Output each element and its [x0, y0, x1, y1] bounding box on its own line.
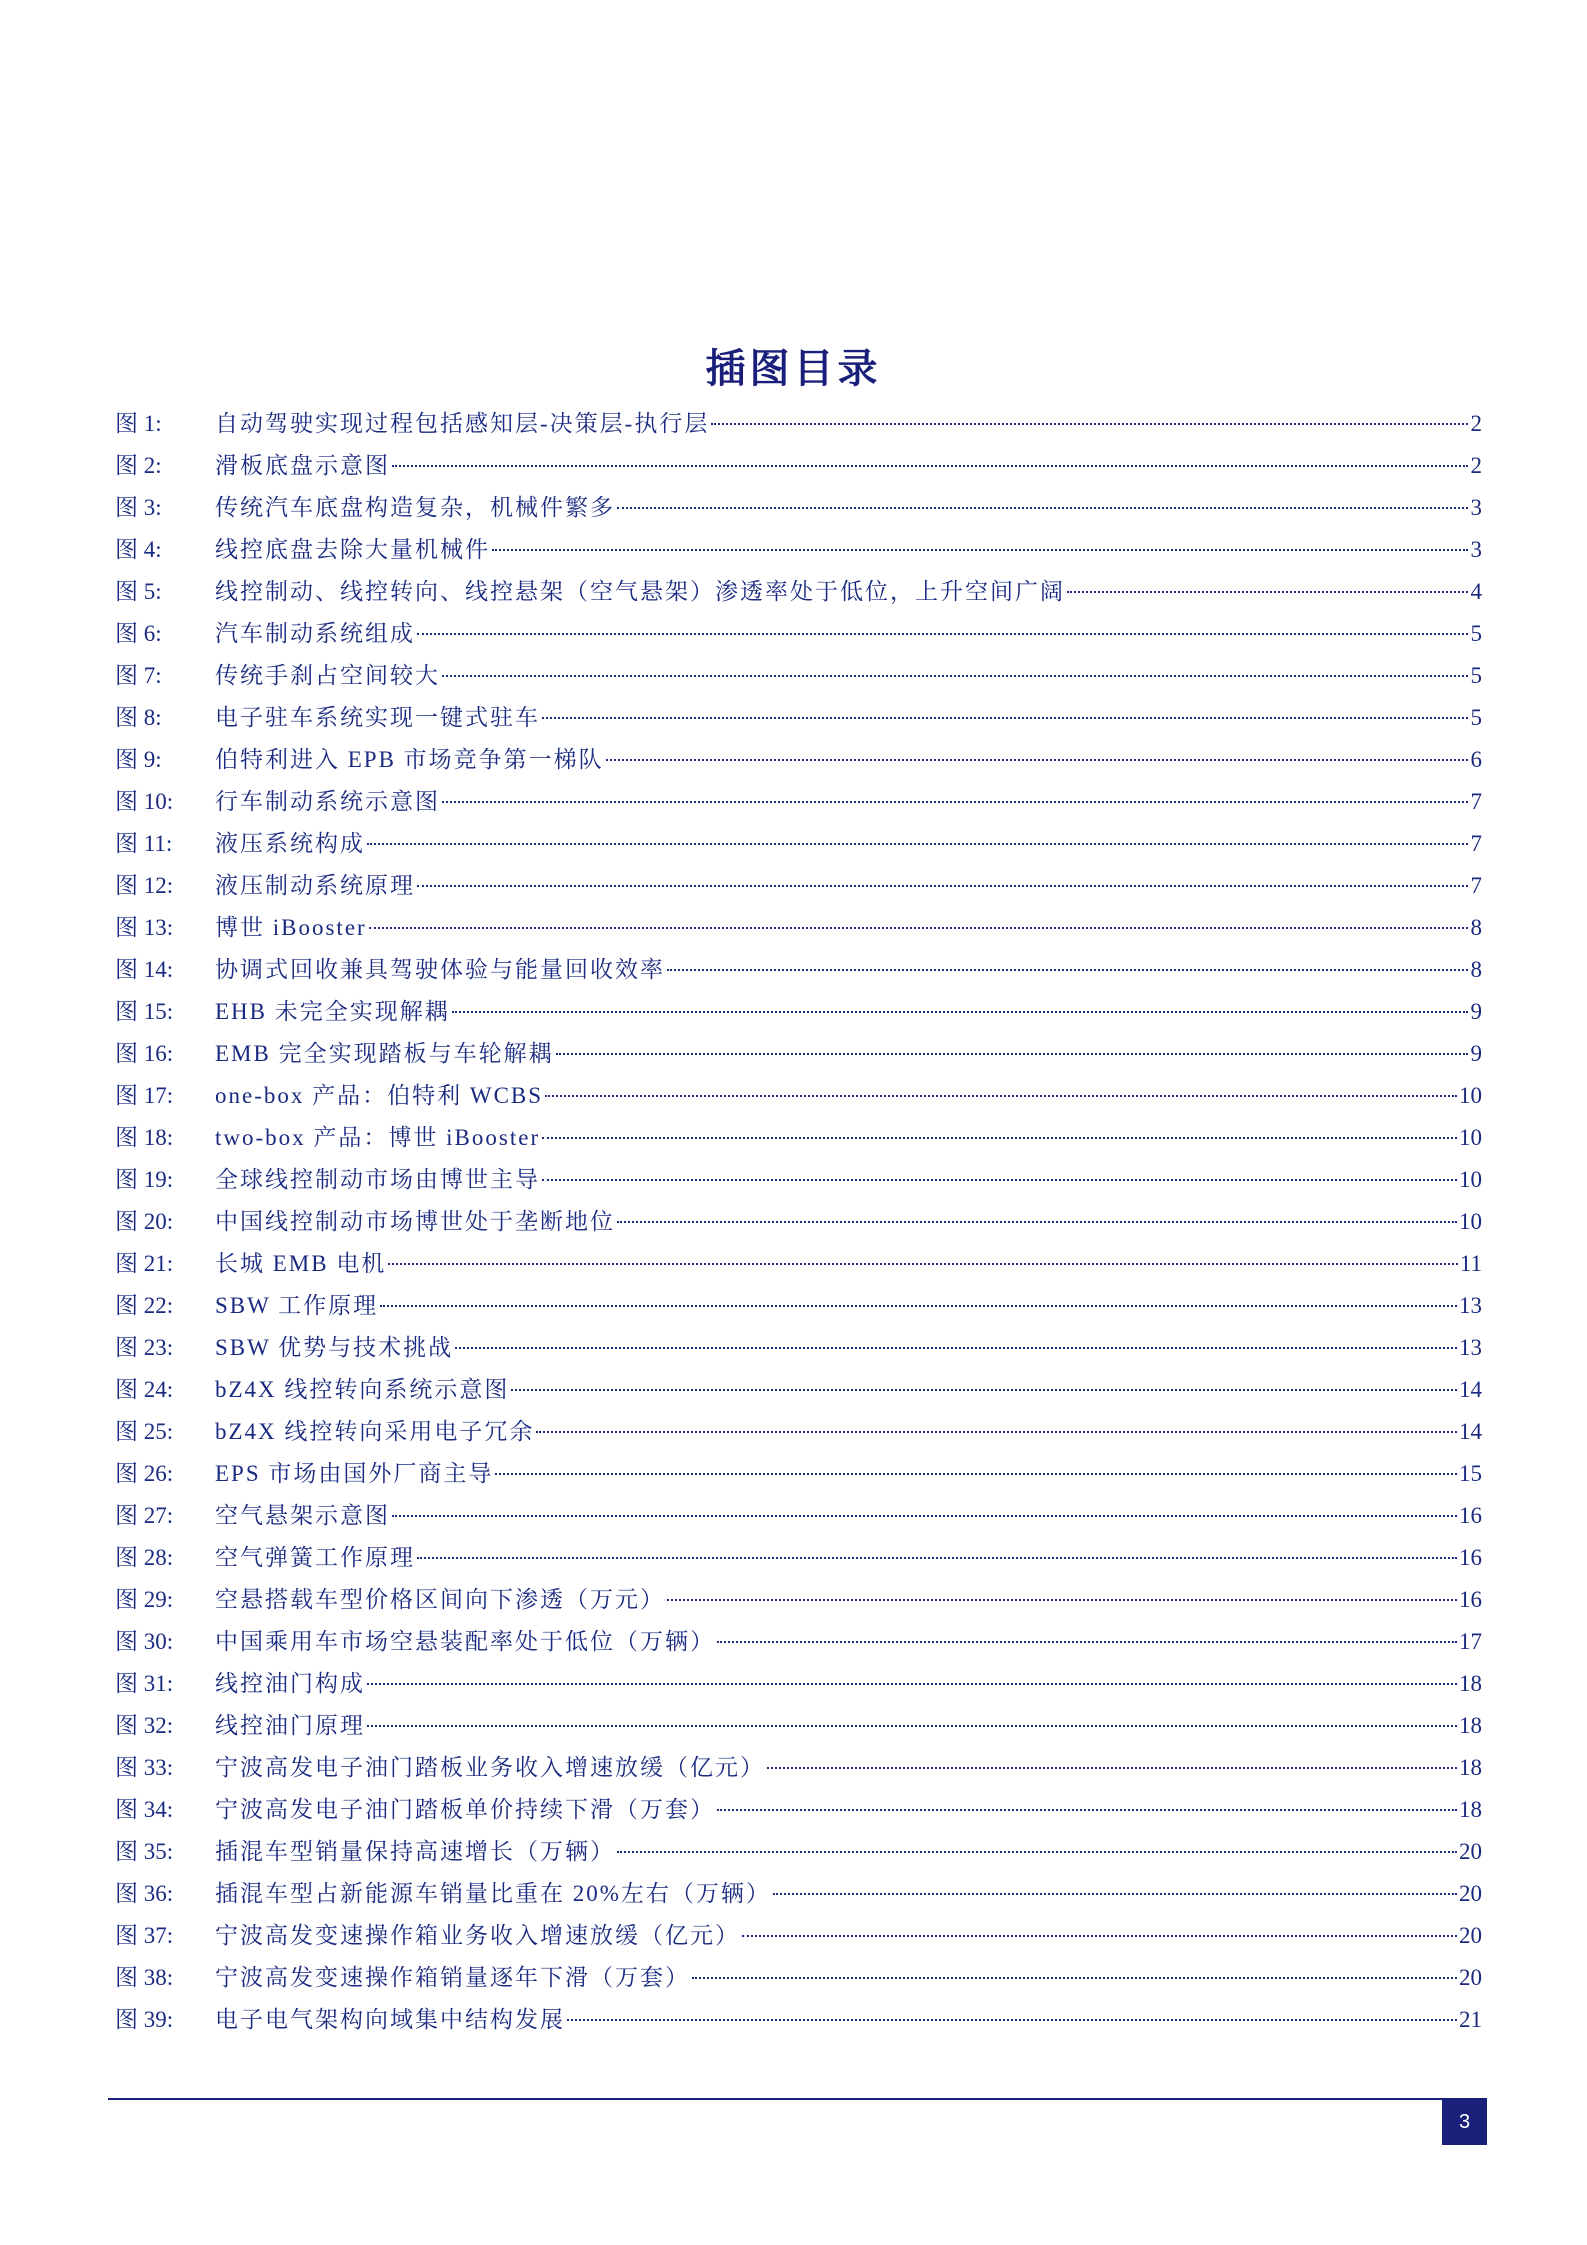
toc-entry[interactable]	[115, 1243, 1482, 1285]
toc-entry-label: 图 38:	[115, 1965, 174, 1990]
page-number-badge: 3	[1442, 2100, 1487, 2145]
toc-entry-label: 图 12:	[115, 873, 174, 898]
toc-entry-title: 宁波高发电子油门踏板业务收入增速放缓（亿元）	[215, 1755, 765, 1780]
toc-entry-page: 20	[1459, 1965, 1482, 1990]
toc-entry-label: 图 15:	[115, 999, 174, 1024]
toc-entry-page: 7	[1470, 789, 1482, 814]
toc-entry[interactable]	[115, 781, 1482, 823]
toc-dot-leader	[452, 1009, 1468, 1013]
toc-dot-leader	[417, 1555, 1457, 1559]
toc-dot-leader	[388, 1261, 1458, 1265]
toc-entry[interactable]	[115, 613, 1482, 655]
toc-entry[interactable]	[115, 655, 1482, 697]
toc-entry-title: 自动驾驶实现过程包括感知层-决策层-执行层	[215, 411, 710, 436]
toc-entry-label: 图 8:	[115, 705, 162, 730]
toc-dot-leader	[542, 715, 1468, 719]
toc-entry-title: 空气悬架示意图	[215, 1503, 390, 1528]
toc-entry-title: 博世 iBooster	[215, 915, 367, 940]
toc-entry-page: 10	[1459, 1167, 1482, 1192]
toc-dot-leader	[511, 1387, 1457, 1391]
toc-entry[interactable]	[115, 1621, 1482, 1663]
toc-dot-leader	[417, 883, 1468, 887]
toc-dot-leader	[392, 1513, 1457, 1517]
toc-entry[interactable]	[115, 865, 1482, 907]
toc-entry-label: 图 18:	[115, 1125, 174, 1150]
toc-entry[interactable]	[115, 1033, 1482, 1075]
toc-entry-label: 图 21:	[115, 1251, 174, 1276]
toc-entry-page: 9	[1470, 999, 1482, 1024]
toc-entry-page: 5	[1470, 621, 1482, 646]
toc-entry-page: 20	[1459, 1839, 1482, 1864]
toc-entry[interactable]	[115, 1411, 1482, 1453]
toc-entry-label: 图 36:	[115, 1881, 174, 1906]
toc-dot-leader	[380, 1303, 1457, 1307]
toc-dot-leader	[536, 1429, 1457, 1433]
toc-dot-leader	[455, 1345, 1457, 1349]
toc-entry[interactable]	[115, 1999, 1482, 2041]
toc-entry-label: 图 32:	[115, 1713, 174, 1738]
toc-entry-title: 伯特利进入 EPB 市场竞争第一梯队	[215, 747, 604, 772]
toc-entry-page: 20	[1459, 1923, 1482, 1948]
toc-dot-leader	[542, 1177, 1457, 1181]
toc-entry-page: 8	[1470, 957, 1482, 982]
toc-entry-page: 21	[1459, 2007, 1482, 2032]
toc-dot-leader	[369, 925, 1468, 929]
toc-entry-label: 图 9:	[115, 747, 162, 772]
toc-entry-title: 行车制动系统示意图	[215, 789, 440, 814]
toc-entry-page: 3	[1470, 537, 1482, 562]
toc-dot-leader	[773, 1891, 1457, 1895]
toc-entry-label: 图 31:	[115, 1671, 174, 1696]
toc-entry-title: two-box 产品：博世 iBooster	[215, 1125, 541, 1150]
toc-entry-page: 2	[1470, 411, 1482, 436]
toc-entry-page: 10	[1459, 1209, 1482, 1234]
toc-entry-title: 协调式回收兼具驾驶体验与能量回收效率	[215, 957, 665, 982]
toc-entry-title: 中国线控制动市场博世处于垄断地位	[215, 1209, 615, 1234]
toc-entry-title: 线控油门原理	[215, 1713, 365, 1738]
toc-entry-label: 图 37:	[115, 1923, 174, 1948]
toc-entry-label: 图 39:	[115, 2007, 174, 2032]
toc-entry-label: 图 5:	[115, 579, 162, 604]
toc-entry-label: 图 3:	[115, 495, 162, 520]
toc-entry-label: 图 26:	[115, 1461, 174, 1486]
toc-entry-page: 18	[1459, 1713, 1482, 1738]
toc-entry[interactable]	[115, 991, 1482, 1033]
toc-dot-leader	[606, 757, 1468, 761]
toc-dot-leader	[1067, 589, 1468, 593]
toc-entry[interactable]	[115, 1495, 1482, 1537]
toc-entry-label: 图 29:	[115, 1587, 174, 1612]
toc-dot-leader	[617, 1849, 1457, 1853]
toc-entry-label: 图 13:	[115, 915, 174, 940]
toc-entry-page: 14	[1459, 1377, 1482, 1402]
toc-entry-title: EPS 市场由国外厂商主导	[215, 1461, 494, 1486]
toc-entry-page: 18	[1459, 1755, 1482, 1780]
toc-entry[interactable]	[115, 1789, 1482, 1831]
toc-entry-title: 空气弹簧工作原理	[215, 1545, 415, 1570]
toc-dot-leader	[367, 1723, 1457, 1727]
toc-entry[interactable]	[115, 487, 1482, 529]
toc-entry-title: 中国乘用车市场空悬装配率处于低位（万辆）	[215, 1629, 715, 1654]
toc-entry-page: 13	[1459, 1335, 1482, 1360]
toc-entry[interactable]	[115, 1201, 1482, 1243]
toc-dot-leader	[617, 505, 1468, 509]
toc-entry[interactable]	[115, 445, 1482, 487]
toc-entry-label: 图 22:	[115, 1293, 174, 1318]
toc-entry-label: 图 1:	[115, 411, 162, 436]
toc-entry-title: SBW 优势与技术挑战	[215, 1335, 454, 1360]
toc-entry-label: 图 6:	[115, 621, 162, 646]
toc-entry-page: 4	[1470, 579, 1482, 604]
toc-dot-leader	[367, 841, 1468, 845]
toc-entry-page: 17	[1459, 1629, 1482, 1654]
toc-dot-leader	[442, 673, 1468, 677]
toc-entry-title: 插混车型销量保持高速增长（万辆）	[215, 1839, 615, 1864]
toc-entry-page: 5	[1470, 663, 1482, 688]
toc-entry-title: 线控制动、线控转向、线控悬架（空气悬架）渗透率处于低位，上升空间广阔	[215, 579, 1065, 604]
toc-entry-title: EMB 完全实现踏板与车轮解耦	[215, 1041, 554, 1066]
toc-entry-page: 8	[1470, 915, 1482, 940]
toc-dot-leader	[692, 1975, 1457, 1979]
toc-dot-leader	[767, 1765, 1457, 1769]
toc-entry[interactable]	[115, 1453, 1482, 1495]
toc-entry-page: 7	[1470, 873, 1482, 898]
toc-entry[interactable]	[115, 1873, 1482, 1915]
toc-dot-leader	[542, 1135, 1457, 1139]
toc-dot-leader	[495, 1471, 1457, 1475]
toc-entry[interactable]	[115, 1831, 1482, 1873]
toc-dot-leader	[392, 463, 1468, 467]
toc-entry-page: 6	[1470, 747, 1482, 772]
toc-dot-leader	[617, 1219, 1457, 1223]
toc-dot-leader	[717, 1639, 1457, 1643]
toc-entry-label: 图 30:	[115, 1629, 174, 1654]
page-title: 插图目录	[705, 344, 882, 392]
toc-dot-leader	[717, 1807, 1457, 1811]
toc-entry-title: 电子驻车系统实现一键式驻车	[215, 705, 540, 730]
toc-entry-label: 图 17:	[115, 1083, 174, 1108]
toc-entry-title: 滑板底盘示意图	[215, 453, 390, 478]
toc-entry-label: 图 7:	[115, 663, 162, 688]
toc-entry-title: 空悬搭载车型价格区间向下渗透（万元）	[215, 1587, 665, 1612]
toc-entry-page: 10	[1459, 1125, 1482, 1150]
toc-entry[interactable]	[115, 823, 1482, 865]
toc-entry-title: EHB 未完全实现解耦	[215, 999, 450, 1024]
toc-entry[interactable]	[115, 1327, 1482, 1369]
toc-entry[interactable]	[115, 697, 1482, 739]
toc-entry-page: 10	[1459, 1083, 1482, 1108]
toc-dot-leader	[492, 547, 1468, 551]
toc-entry-page: 15	[1459, 1461, 1482, 1486]
toc-entry-title: 全球线控制动市场由博世主导	[215, 1167, 540, 1192]
toc-entry-title: 传统汽车底盘构造复杂，机械件繁多	[215, 495, 615, 520]
toc-dot-leader	[417, 631, 1468, 635]
toc-entry-label: 图 14:	[115, 957, 174, 982]
toc-entry-page: 16	[1459, 1587, 1482, 1612]
toc-entry-page: 11	[1459, 1251, 1482, 1276]
toc-entry-title: 线控油门构成	[215, 1671, 365, 1696]
toc-entry-label: 图 2:	[115, 453, 162, 478]
toc-entry-label: 图 16:	[115, 1041, 174, 1066]
toc-dot-leader	[711, 421, 1468, 425]
toc-entry-page: 5	[1470, 705, 1482, 730]
toc-entry-title: 长城 EMB 电机	[215, 1251, 387, 1276]
toc-entry-title: 液压制动系统原理	[215, 873, 415, 898]
toc-entry-label: 图 25:	[115, 1419, 174, 1444]
toc-entry-page: 18	[1459, 1671, 1482, 1696]
toc-entry-title: 宁波高发变速操作箱业务收入增速放缓（亿元）	[215, 1923, 740, 1948]
toc-dot-leader	[556, 1051, 1468, 1055]
toc-dot-leader	[667, 1597, 1457, 1601]
toc-entry-title: 汽车制动系统组成	[215, 621, 415, 646]
toc-entry-page: 14	[1459, 1419, 1482, 1444]
toc-entry-label: 图 24:	[115, 1377, 174, 1402]
toc-entry-label: 图 34:	[115, 1797, 174, 1822]
toc-dot-leader	[545, 1093, 1457, 1097]
toc-dot-leader	[567, 2017, 1457, 2021]
toc-entry-title: 插混车型占新能源车销量比重在 20%左右（万辆）	[215, 1881, 771, 1906]
toc-entry[interactable]	[115, 1285, 1482, 1327]
toc-entry-label: 图 20:	[115, 1209, 174, 1234]
toc-entry-label: 图 35:	[115, 1839, 174, 1864]
toc-entry-page: 2	[1470, 453, 1482, 478]
toc-entry-title: 宁波高发变速操作箱销量逐年下滑（万套）	[215, 1965, 690, 1990]
toc-entry[interactable]	[115, 1705, 1482, 1747]
toc-entry-title: 宁波高发电子油门踏板单价持续下滑（万套）	[215, 1797, 715, 1822]
table-of-figures	[115, 403, 1482, 2041]
toc-entry-label: 图 27:	[115, 1503, 174, 1528]
toc-entry-title: 电子电气架构向域集中结构发展	[215, 2007, 565, 2032]
toc-entry-title: SBW 工作原理	[215, 1293, 379, 1318]
toc-entry[interactable]	[115, 571, 1482, 613]
toc-entry[interactable]	[115, 1537, 1482, 1579]
toc-entry-title: 液压系统构成	[215, 831, 365, 856]
toc-entry-page: 16	[1459, 1503, 1482, 1528]
toc-entry-page: 16	[1459, 1545, 1482, 1570]
toc-entry-label: 图 19:	[115, 1167, 174, 1192]
toc-entry-label: 图 10:	[115, 789, 174, 814]
toc-entry-label: 图 33:	[115, 1755, 174, 1780]
toc-entry[interactable]	[115, 1369, 1482, 1411]
toc-entry[interactable]	[115, 739, 1482, 781]
toc-entry-label: 图 28:	[115, 1545, 174, 1570]
toc-entry-page: 3	[1470, 495, 1482, 520]
toc-entry[interactable]	[115, 1957, 1482, 1999]
toc-entry[interactable]	[115, 1075, 1482, 1117]
toc-entry-label: 图 11:	[115, 831, 173, 856]
toc-dot-leader	[367, 1681, 1457, 1685]
toc-entry[interactable]	[115, 949, 1482, 991]
toc-entry-title: 传统手刹占空间较大	[215, 663, 440, 688]
toc-entry-title: bZ4X 线控转向系统示意图	[215, 1377, 510, 1402]
toc-dot-leader	[667, 967, 1468, 971]
toc-entry[interactable]	[115, 1159, 1482, 1201]
toc-entry-page: 13	[1459, 1293, 1482, 1318]
toc-entry-page: 9	[1470, 1041, 1482, 1066]
toc-entry[interactable]	[115, 1579, 1482, 1621]
footer-divider	[108, 2098, 1487, 2100]
toc-entry-label: 图 23:	[115, 1335, 174, 1360]
toc-entry[interactable]	[115, 1117, 1482, 1159]
toc-entry-page: 7	[1470, 831, 1482, 856]
toc-dot-leader	[742, 1933, 1457, 1937]
toc-entry-title: one-box 产品：伯特利 WCBS	[215, 1083, 544, 1108]
toc-entry-title: bZ4X 线控转向采用电子冗余	[215, 1419, 535, 1444]
toc-entry-title: 线控底盘去除大量机械件	[215, 537, 490, 562]
toc-entry-label: 图 4:	[115, 537, 162, 562]
toc-entry-page: 20	[1459, 1881, 1482, 1906]
toc-entry[interactable]	[115, 1915, 1482, 1957]
toc-entry[interactable]	[115, 529, 1482, 571]
toc-entry[interactable]	[115, 1747, 1482, 1789]
toc-entry-page: 18	[1459, 1797, 1482, 1822]
toc-entry[interactable]	[115, 1663, 1482, 1705]
toc-dot-leader	[442, 799, 1468, 803]
toc-entry[interactable]	[115, 907, 1482, 949]
toc-entry[interactable]	[115, 403, 1482, 445]
